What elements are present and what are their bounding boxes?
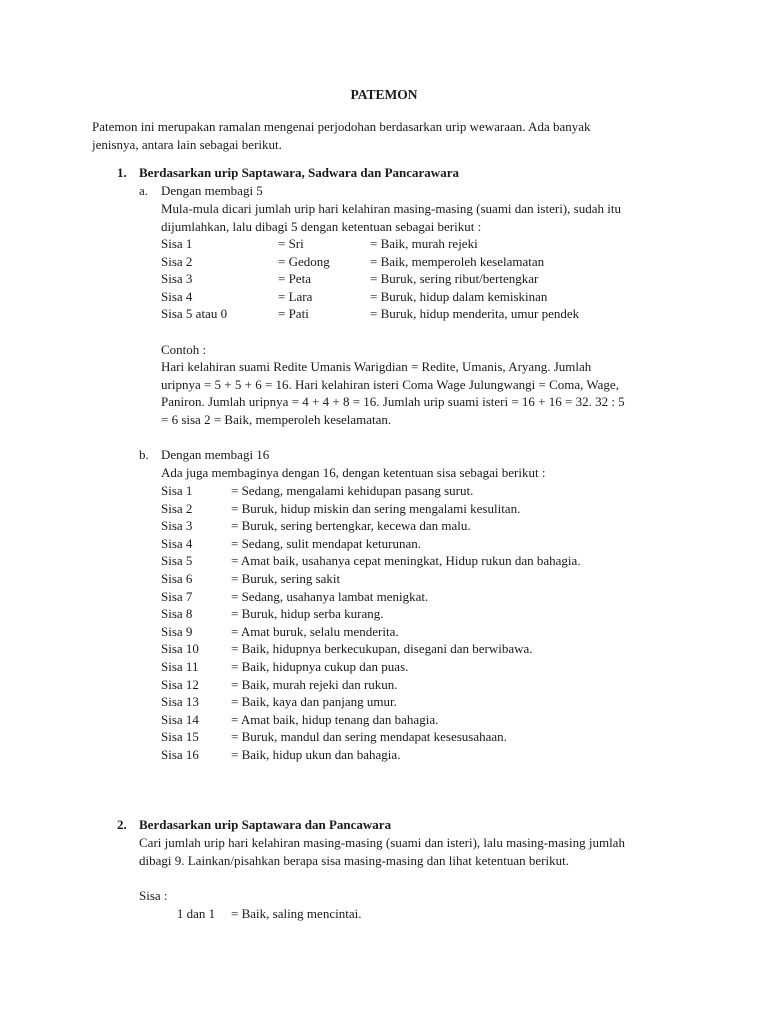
table-row: [161, 711, 581, 729]
description-line: dijumlahkan, lalu dibagi 5 dengan ketentuan sebagai berikut :: [161, 218, 482, 234]
table-row: [161, 552, 581, 570]
table-row: [161, 658, 581, 676]
intro-line: Patemon ini merupakan ramalan mengenai perjodohan berdasarkan urip wewaraan. Ada banyak: [92, 119, 591, 134]
remainder-cell: Sisa 13: [161, 694, 199, 710]
meaning-cell: = Baik, murah rejeki dan rukun.: [231, 676, 398, 692]
section-2-heading: [117, 816, 391, 834]
meaning-cell: = Sedang, usahanya lambat menigkat.: [231, 588, 429, 604]
meaning-cell: = Sedang, sulit mendapat keturunan.: [231, 535, 422, 551]
pair-table: [161, 905, 361, 923]
table-row: [161, 693, 581, 711]
remainder-cell: Sisa 3: [161, 518, 193, 534]
meaning-cell: = Baik, kaya dan panjang umur.: [231, 694, 397, 710]
meaning-cell: = Amat baik, usahanya cepat meningkat, Hidup rukun dan bahagia.: [231, 553, 581, 569]
remainder-cell: Sisa 9: [161, 623, 193, 639]
section-title: Berdasarkan urip Saptawara dan Pancawara: [139, 817, 392, 832]
table-row: [161, 253, 579, 271]
page-title: PATEMON: [350, 87, 418, 102]
meaning-cell: = Buruk, hidup dalam kemiskinan: [370, 288, 548, 304]
table-row: [161, 288, 579, 306]
table-row: [161, 905, 361, 923]
meaning-cell: = Buruk, hidup menderita, umur pendek: [370, 306, 580, 322]
example-line: = 6 sisa 2 = Baik, memperoleh keselamatan.: [161, 411, 392, 427]
meaning-cell: = Amat buruk, selalu menderita.: [231, 623, 399, 639]
meaning-cell: = Baik, saling mencintai.: [231, 906, 362, 921]
remainder-cell: Sisa 15: [161, 729, 199, 745]
remainder-cell: Sisa 14: [161, 711, 199, 727]
meaning-cell: = Baik, hidupnya cukup dan puas.: [231, 658, 409, 674]
name-cell: = Lara: [278, 288, 313, 304]
meaning-cell: = Sedang, mengalami kehidupan pasang surut.: [231, 483, 474, 498]
section-2-description: [139, 834, 625, 869]
example-line: uripnya = 5 + 5 + 6 = 16. Hari kelahiran isteri Coma Wage Julungwangi = Coma, Wage,: [161, 376, 619, 392]
remainder-cell: Sisa 16: [161, 746, 199, 762]
subsection-b-description: Ada juga membaginya dengan 16, dengan ketentuan sisa sebagai berikut :: [161, 465, 546, 480]
meaning-cell: = Baik, hidupnya berkecukupan, disegani dan berwibawa.: [231, 641, 533, 657]
meaning-cell: = Buruk, hidup miskin dan sering mengalami kesulitan.: [231, 500, 521, 516]
meaning-cell: = Buruk, sering sakit: [231, 570, 341, 586]
example-line: Paniron. Jumlah uripnya = 4 + 4 + 8 = 16. Jumlah urip suami isteri = 16 + 16 = 32. 32 : 5: [161, 394, 625, 410]
description-line: dibagi 9. Lainkan/pisahkan berapa sisa masing-masing dan lihat ketentuan berikut.: [139, 852, 569, 868]
table-row: [161, 728, 581, 746]
table-row: [161, 482, 581, 500]
example-line: Hari kelahiran suami Redite Umanis Warigdian = Redite, Umanis, Aryang. Jumlah: [161, 359, 592, 374]
subsection-b-heading: [139, 446, 269, 464]
meaning-cell: = Buruk, hidup serba kurang.: [231, 606, 384, 622]
remainder-cell: Sisa 3: [161, 271, 193, 287]
subsection-a-heading: [139, 182, 263, 200]
subsection-letter: a.: [139, 183, 149, 198]
example-paragraph: [161, 358, 625, 428]
meaning-cell: = Buruk, sering ribut/bertengkar: [370, 271, 539, 287]
name-cell: = Sri: [278, 236, 304, 251]
example-label: Contoh :: [161, 342, 207, 357]
remainder-cell: Sisa 4: [161, 288, 193, 304]
intro-paragraph: [92, 118, 591, 153]
divide-5-table: [161, 235, 579, 323]
meaning-cell: = Baik, memperoleh keselamatan: [370, 253, 545, 269]
subsection-a-description: [161, 200, 621, 235]
section-1-heading: [117, 164, 459, 182]
remainder-cell: Sisa 4: [161, 535, 193, 551]
name-cell: = Pati: [278, 306, 309, 322]
name-cell: = Gedong: [278, 253, 330, 269]
table-row: [161, 746, 581, 764]
meaning-cell: = Baik, murah rejeki: [370, 236, 478, 251]
table-row: [161, 270, 579, 288]
intro-line: jenisnya, antara lain sebagai berikut.: [92, 136, 282, 152]
remainder-cell: Sisa 10: [161, 641, 199, 657]
remainder-cell: Sisa 1: [161, 236, 193, 251]
meaning-cell: = Baik, hidup ukun dan bahagia.: [231, 746, 401, 762]
remainder-cell: Sisa 2: [161, 500, 193, 516]
meaning-cell: = Buruk, sering bertengkar, kecewa dan malu.: [231, 518, 471, 534]
table-row: [161, 235, 579, 253]
section-title: Berdasarkan urip Saptawara, Sadwara dan Pancarawara: [139, 165, 459, 180]
remainder-cell: Sisa 5 atau 0: [161, 306, 228, 322]
remainder-cell: Sisa 8: [161, 606, 193, 622]
table-row: [161, 676, 581, 694]
table-row: [161, 640, 581, 658]
table-row: [161, 517, 581, 535]
table-row: [161, 570, 581, 588]
table-row: [161, 500, 581, 518]
sisa-label: Sisa :: [139, 888, 168, 903]
remainder-cell: Sisa 2: [161, 253, 193, 269]
remainder-cell: Sisa 12: [161, 676, 199, 692]
pair-cell: 1 dan 1: [176, 906, 216, 921]
table-row: [161, 535, 581, 553]
remainder-cell: Sisa 5: [161, 553, 193, 569]
section-number: 2.: [117, 817, 127, 832]
subsection-title: Dengan membagi 5: [161, 183, 263, 198]
subsection-title: Dengan membagi 16: [161, 447, 270, 462]
table-row: [161, 305, 579, 323]
remainder-cell: Sisa 6: [161, 570, 193, 586]
description-line: Cari jumlah urip hari kelahiran masing-masing (suami dan isteri), lalu masing-masing jumlah: [139, 835, 625, 850]
section-number: 1.: [117, 165, 127, 180]
description-line: Mula-mula dicari jumlah urip hari kelahiran masing-masing (suami dan isteri), sudah itu: [161, 201, 621, 216]
divide-16-table: [161, 482, 581, 764]
remainder-cell: Sisa 11: [161, 658, 199, 674]
table-row: [161, 623, 581, 641]
meaning-cell: = Buruk, mandul dan sering mendapat kesesusahaan.: [231, 729, 507, 745]
table-row: [161, 588, 581, 606]
table-row: [161, 605, 581, 623]
remainder-cell: Sisa 7: [161, 588, 193, 604]
subsection-letter: b.: [139, 447, 149, 462]
name-cell: = Peta: [278, 271, 311, 287]
remainder-cell: Sisa 1: [161, 483, 193, 498]
meaning-cell: = Amat baik, hidup tenang dan bahagia.: [231, 711, 439, 727]
